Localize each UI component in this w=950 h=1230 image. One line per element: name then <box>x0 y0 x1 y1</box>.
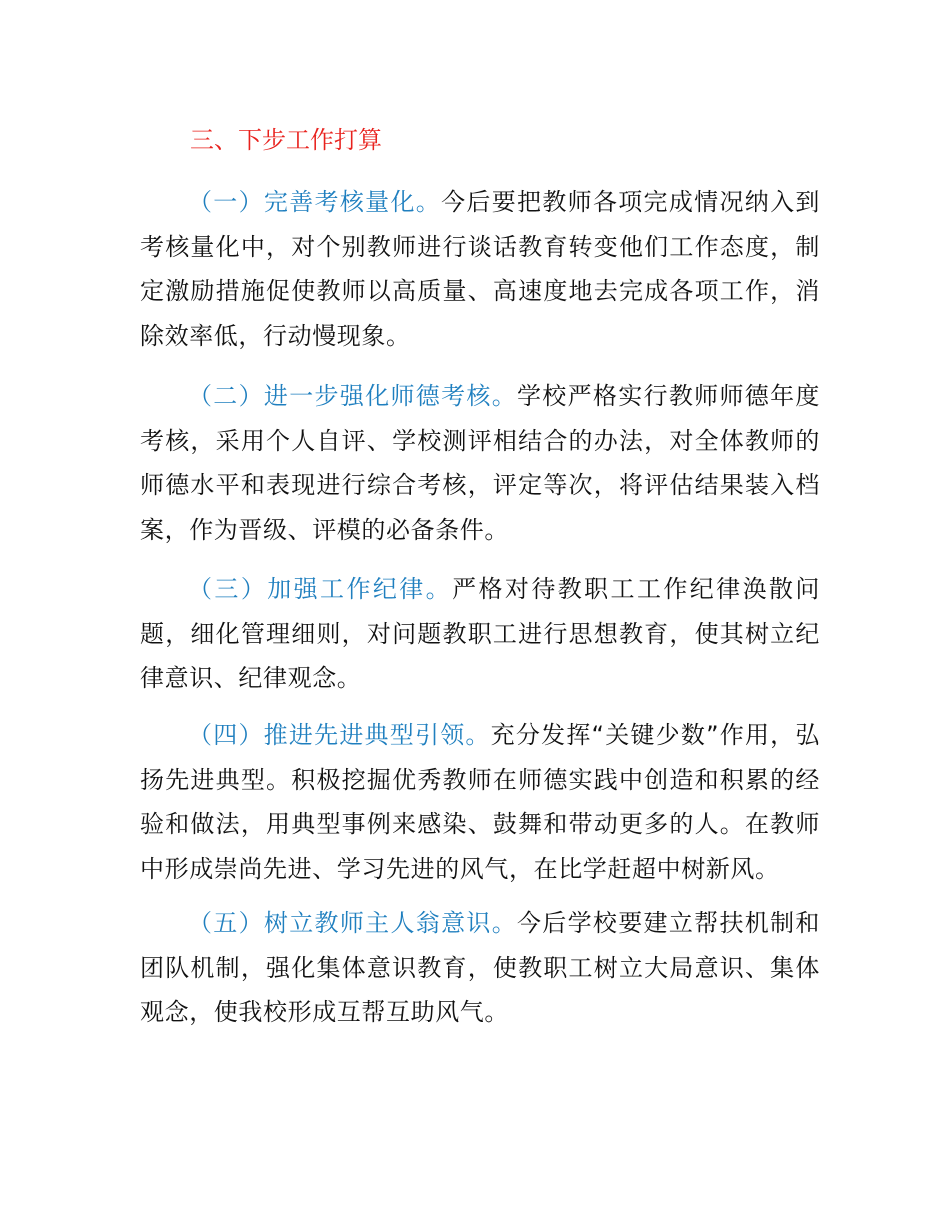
paragraph-body: 学校严格实行教师师德年度考核，采用个人自评、学校测评相结合的办法，对全体教师的师德水平和表现进行综合考核，评定等次，将评估结果装入档案，作为晋级、评模的必备条件。 <box>140 382 820 544</box>
paragraph-heading: （四）推进先进典型引领。 <box>188 721 491 749</box>
paragraph-3 <box>140 567 820 701</box>
paragraph-body: 今后要把教师各项完成情况纳入到考核量化中，对个别教师进行谈话教育转变他们工作态度，制定激励措施促使教师以高质量、高速度地去完成各项工作，消除效率低，行动慢现象。 <box>140 188 821 350</box>
paragraph-heading: （五）树立教师主人翁意识。 <box>188 909 517 937</box>
paragraph-heading: （二）进一步强化师德考核。 <box>188 382 517 410</box>
paragraph-heading: （三）加强工作纪律。 <box>188 575 453 603</box>
paragraph-body: 严格对待教职工工作纪律涣散问题，细化管理细则，对问题教职工进行思想教育，使其树立纪律意识、纪律观念。 <box>140 575 821 692</box>
paragraph-4 <box>140 713 820 891</box>
paragraph-heading: （一）完善考核量化。 <box>188 188 442 216</box>
section-title: 三、下步工作打算 <box>190 126 382 154</box>
paragraph-2 <box>140 374 820 552</box>
paragraph-1 <box>140 180 820 358</box>
paragraph-body: 充分发挥“关键少数”作用，弘扬先进典型。积极挖掘优秀教师在师德实践中创造和积累的经验和做法，用典型事例来感染、鼓舞和带动更多的人。在教师中形成崇尚先进、学习先进的风气，在比学赶超中树新风。 <box>140 721 820 883</box>
paragraph-body: 今后学校要建立帮扶机制和团队机制，强化集体意识教育，使教职工树立大局意识、集体观念，使我校形成互帮互助风气。 <box>140 909 820 1026</box>
paragraph-5 <box>140 901 820 1035</box>
